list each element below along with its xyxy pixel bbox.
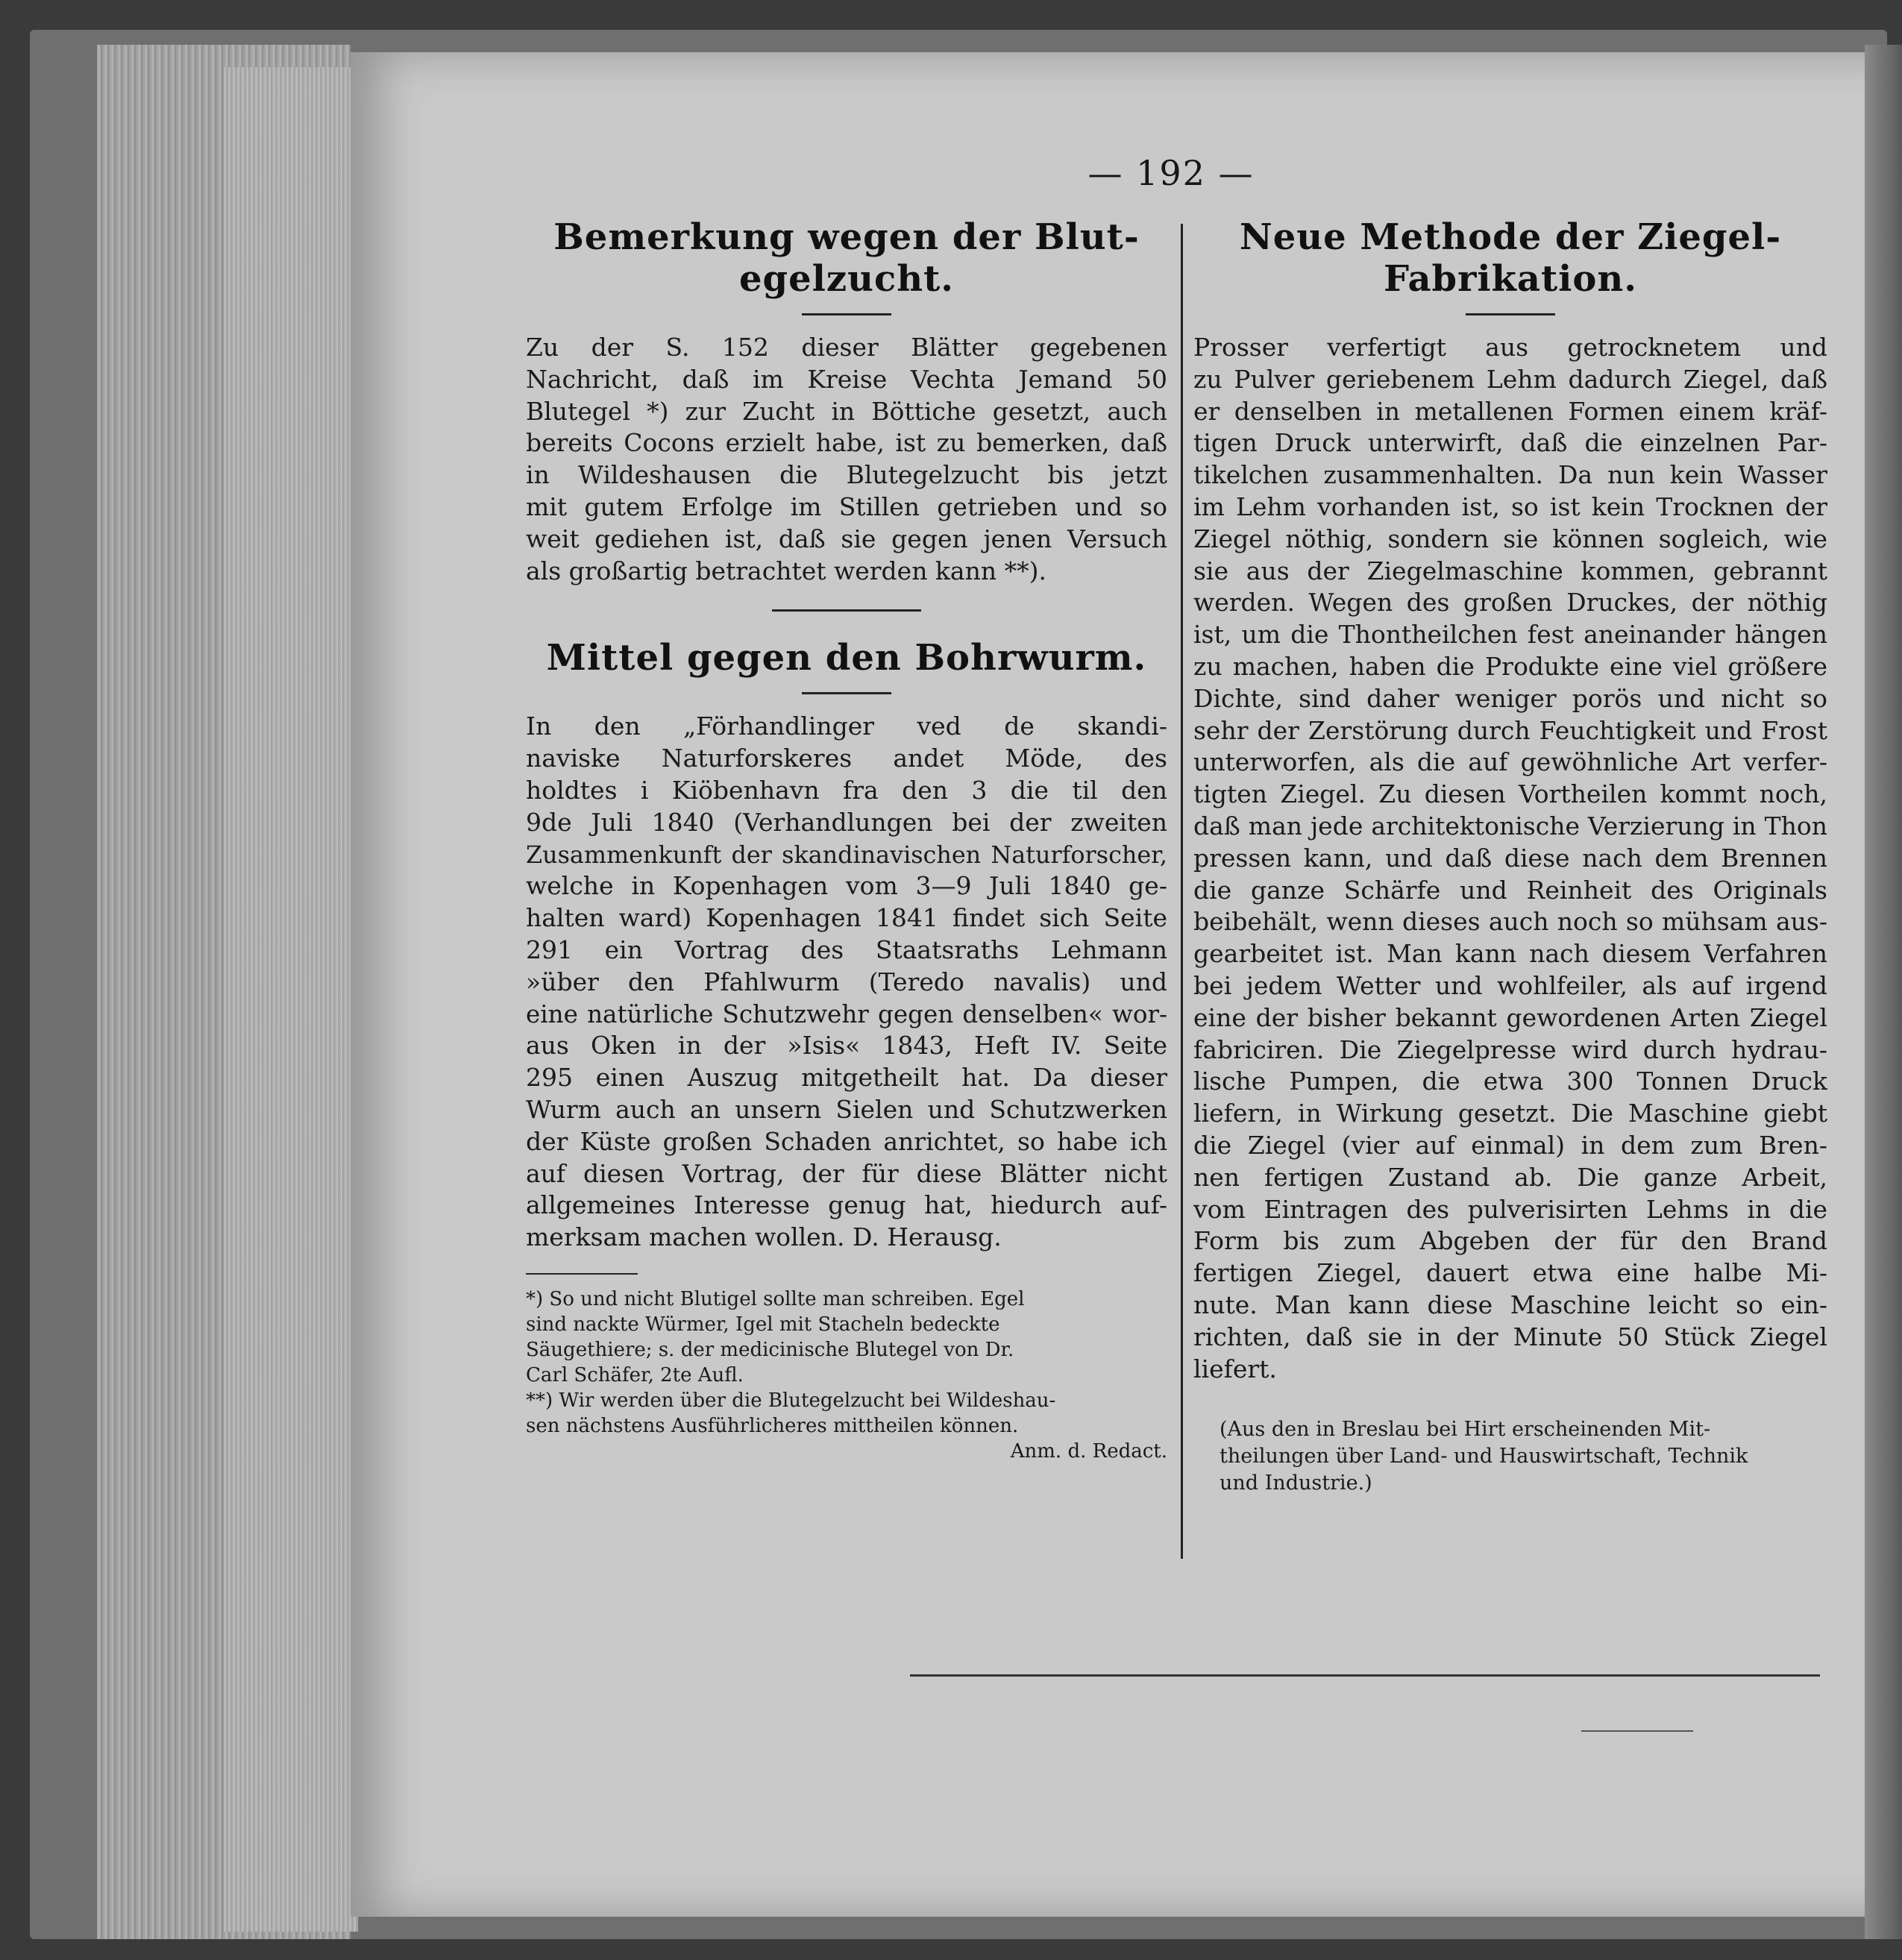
body-line: aus Oken in der »Isis« 1843, Heft IV. Seite xyxy=(526,1031,1167,1061)
footnote-line: *) So und nicht Blutigel sollte man schreiben. Egel xyxy=(526,1287,1025,1310)
article-body-blutegelzucht xyxy=(526,332,1167,587)
body-line: vom Eintragen des pulverisirten Lehms in die xyxy=(1193,1194,1827,1224)
body-line: sie aus der Ziegelmaschine kommen, gebrannt xyxy=(1193,556,1827,585)
body-line: merksam machen wollen. D. Herausg. xyxy=(526,1222,1002,1252)
article-body-ziegel xyxy=(1193,332,1827,1385)
body-line: die ganze Schärfe und Reinheit des Originals xyxy=(1193,875,1827,905)
bottom-rule xyxy=(910,1674,1820,1677)
body-line: halten ward) Kopenhagen 1841 findet sich Seite xyxy=(526,903,1167,933)
body-line: tigten Ziegel. Zu diesen Vortheilen kommt noch, xyxy=(1193,779,1827,809)
title-rule xyxy=(802,313,891,315)
page-edges-inner xyxy=(224,67,358,1932)
body-line: welche in Kopenhagen vom 3—9 Juli 1840 ge- xyxy=(526,871,1167,901)
body-line: der Küste großen Schaden anrichtet, so habe ich xyxy=(526,1126,1167,1156)
body-line: mit gutem Erfolge im Stillen getrieben und so xyxy=(526,491,1167,521)
page-number: — 192 — xyxy=(1087,153,1255,193)
source-line: theilungen über Land- und Hauswirtschaft, Technik xyxy=(1220,1445,1748,1469)
body-line: In den „Förhandlinger ved de skandi- xyxy=(526,712,1167,741)
article-title-bohrwurm xyxy=(526,637,1167,679)
source-line: und Industrie.) xyxy=(1220,1471,1372,1495)
footnote-line: Carl Schäfer, 2te Aufl. xyxy=(526,1363,744,1386)
body-line: nute. Man kann diese Maschine leicht so ein- xyxy=(1193,1290,1827,1319)
body-line: Prosser verfertigt aus getrocknetem und xyxy=(1193,333,1827,362)
body-line: Zusammenkunft der skandinavischen Naturforscher, xyxy=(526,840,1167,869)
title-line: Fabrikation. xyxy=(1383,258,1638,300)
source-note xyxy=(1193,1416,1827,1497)
section-divider xyxy=(772,609,921,612)
column-divider xyxy=(1181,224,1183,1559)
article-body-bohrwurm xyxy=(526,711,1167,1254)
body-line: eine natürliche Schutzwehr gegen denselben« wor- xyxy=(526,999,1167,1028)
body-line: als großartig betrachtet werden kann **). xyxy=(526,556,1046,585)
body-line: »über den Pfahlwurm (Teredo navalis) und xyxy=(526,967,1167,996)
body-line: unterworfen, als die auf gewöhnliche Art verfer- xyxy=(1193,747,1827,777)
title-rule xyxy=(1466,313,1555,315)
footnote-line: **) Wir werden über die Blutegelzucht bei Wildeshau- xyxy=(526,1389,1056,1412)
body-line: Wurm auch an unsern Sielen und Schutzwerken xyxy=(526,1094,1167,1124)
body-line: er denselben in metallenen Formen einem kräf- xyxy=(1193,396,1827,426)
body-line: pressen kann, und daß diese nach dem Brennen xyxy=(1193,843,1827,873)
body-line: liefert. xyxy=(1193,1354,1277,1383)
body-line: sehr der Zerstörung durch Feuchtigkeit und Frost xyxy=(1193,715,1827,745)
left-column xyxy=(526,216,1167,1464)
body-line: werden. Wegen des großen Druckes, der nöthig xyxy=(1193,588,1827,618)
body-line: ist, um die Thontheilchen fest aneinander hängen xyxy=(1193,620,1827,650)
source-line: (Aus den in Breslau bei Hirt erscheinenden Mit- xyxy=(1220,1418,1711,1442)
body-line: tikelchen zusammenhalten. Da nun kein Wasser xyxy=(1193,460,1827,490)
body-line: eine der bisher bekannt gewordenen Arten Ziegel xyxy=(1193,1002,1827,1032)
article-title-ziegel xyxy=(1193,216,1827,300)
body-line: Ziegel nöthig, sondern sie können sogleich, wie xyxy=(1193,524,1827,553)
footnote-line: sind nackte Würmer, Igel mit Stacheln bedeckte xyxy=(526,1313,1000,1336)
body-line: nen fertigen Zustand ab. Die ganze Arbeit, xyxy=(1193,1162,1827,1192)
body-line: in Wildeshausen die Blutegelzucht bis jetzt xyxy=(526,460,1167,490)
body-line: holdtes i Kiöbenhavn fra den 3 die til den xyxy=(526,775,1167,805)
body-line: daß man jede architektonische Verzierung in Thon xyxy=(1193,811,1827,841)
body-line: Form bis zum Abgeben der für den Brand xyxy=(1193,1226,1827,1256)
body-line: fabriciren. Die Ziegelpresse wird durch hydrau- xyxy=(1193,1034,1827,1064)
body-line: im Lehm vorhanden ist, so ist kein Trocknen der xyxy=(1193,491,1827,521)
body-line: fertigen Ziegel, dauert etwa eine halbe Mi- xyxy=(1193,1258,1827,1288)
body-line: 295 einen Auszug mitgetheilt hat. Da dieser xyxy=(526,1063,1167,1093)
body-line: zu machen, haben die Produkte eine viel größere xyxy=(1193,651,1827,681)
title-line: Mittel gegen den Bohrwurm. xyxy=(546,637,1147,679)
facing-page-edge xyxy=(1865,45,1902,1939)
body-line: Zu der S. 152 dieser Blätter gegebenen xyxy=(526,333,1167,362)
body-line: Nachricht, daß im Kreise Vechta Jemand 50 xyxy=(526,364,1167,394)
title-rule xyxy=(802,692,891,694)
body-line: lische Pumpen, die etwa 300 Tonnen Druck xyxy=(1193,1067,1827,1096)
body-line: die Ziegel (vier auf einmal) in dem zum Bren- xyxy=(1193,1130,1827,1160)
title-line: Bemerkung wegen der Blut- xyxy=(553,216,1140,258)
body-line: Dichte, sind daher weniger porös und nicht so xyxy=(1193,683,1827,713)
body-line: bei jedem Wetter und wohlfeiler, als auf irgend xyxy=(1193,970,1827,1000)
body-line: allgemeines Interesse genug hat, hiedurch auf- xyxy=(526,1190,1167,1220)
footnote-rule xyxy=(526,1273,638,1275)
body-line: richten, daß sie in der Minute 50 Stück Ziegel xyxy=(1193,1322,1827,1351)
footnote-line: Säugethiere; s. der medicinische Blutegel von Dr. xyxy=(526,1338,1014,1361)
footnote-signature: Anm. d. Redact. xyxy=(1010,1439,1167,1463)
title-line: Neue Methode der Ziegel- xyxy=(1239,216,1782,258)
footnotes xyxy=(526,1287,1167,1439)
body-line: Blutegel *) zur Zucht in Böttiche gesetzt, auch xyxy=(526,396,1167,426)
body-line: auf diesen Vortrag, der für diese Blätter nicht xyxy=(526,1158,1167,1188)
footnote-line: sen nächstens Ausführlicheres mittheilen können. xyxy=(526,1414,1019,1437)
body-line: 9de Juli 1840 (Verhandlungen bei der zweiten xyxy=(526,807,1167,837)
body-line: bereits Cocons erzielt habe, ist zu bemerken, daß xyxy=(526,428,1167,458)
title-line: egelzucht. xyxy=(738,258,955,300)
body-line: 291 ein Vortrag des Staatsraths Lehmann xyxy=(526,935,1167,964)
body-line: gearbeitet ist. Man kann nach diesem Verfahren xyxy=(1193,939,1827,969)
article-title-blutegelzucht xyxy=(526,216,1167,300)
body-line: liefern, in Wirkung gesetzt. Die Maschine giebt xyxy=(1193,1099,1827,1128)
body-line: tigen Druck unterwirft, daß die einzelnen Par- xyxy=(1193,428,1827,458)
body-line: naviske Naturforskeres andet Möde, des xyxy=(526,744,1167,773)
right-column xyxy=(1193,216,1827,1497)
body-line: weit gediehen ist, daß sie gegen jenen Versuch xyxy=(526,524,1167,553)
body-line: zu Pulver geriebenem Lehm dadurch Ziegel, daß xyxy=(1193,364,1827,394)
bottom-mark xyxy=(1581,1730,1693,1732)
body-line: beibehält, wenn dieses auch noch so mühsam aus- xyxy=(1193,907,1827,937)
